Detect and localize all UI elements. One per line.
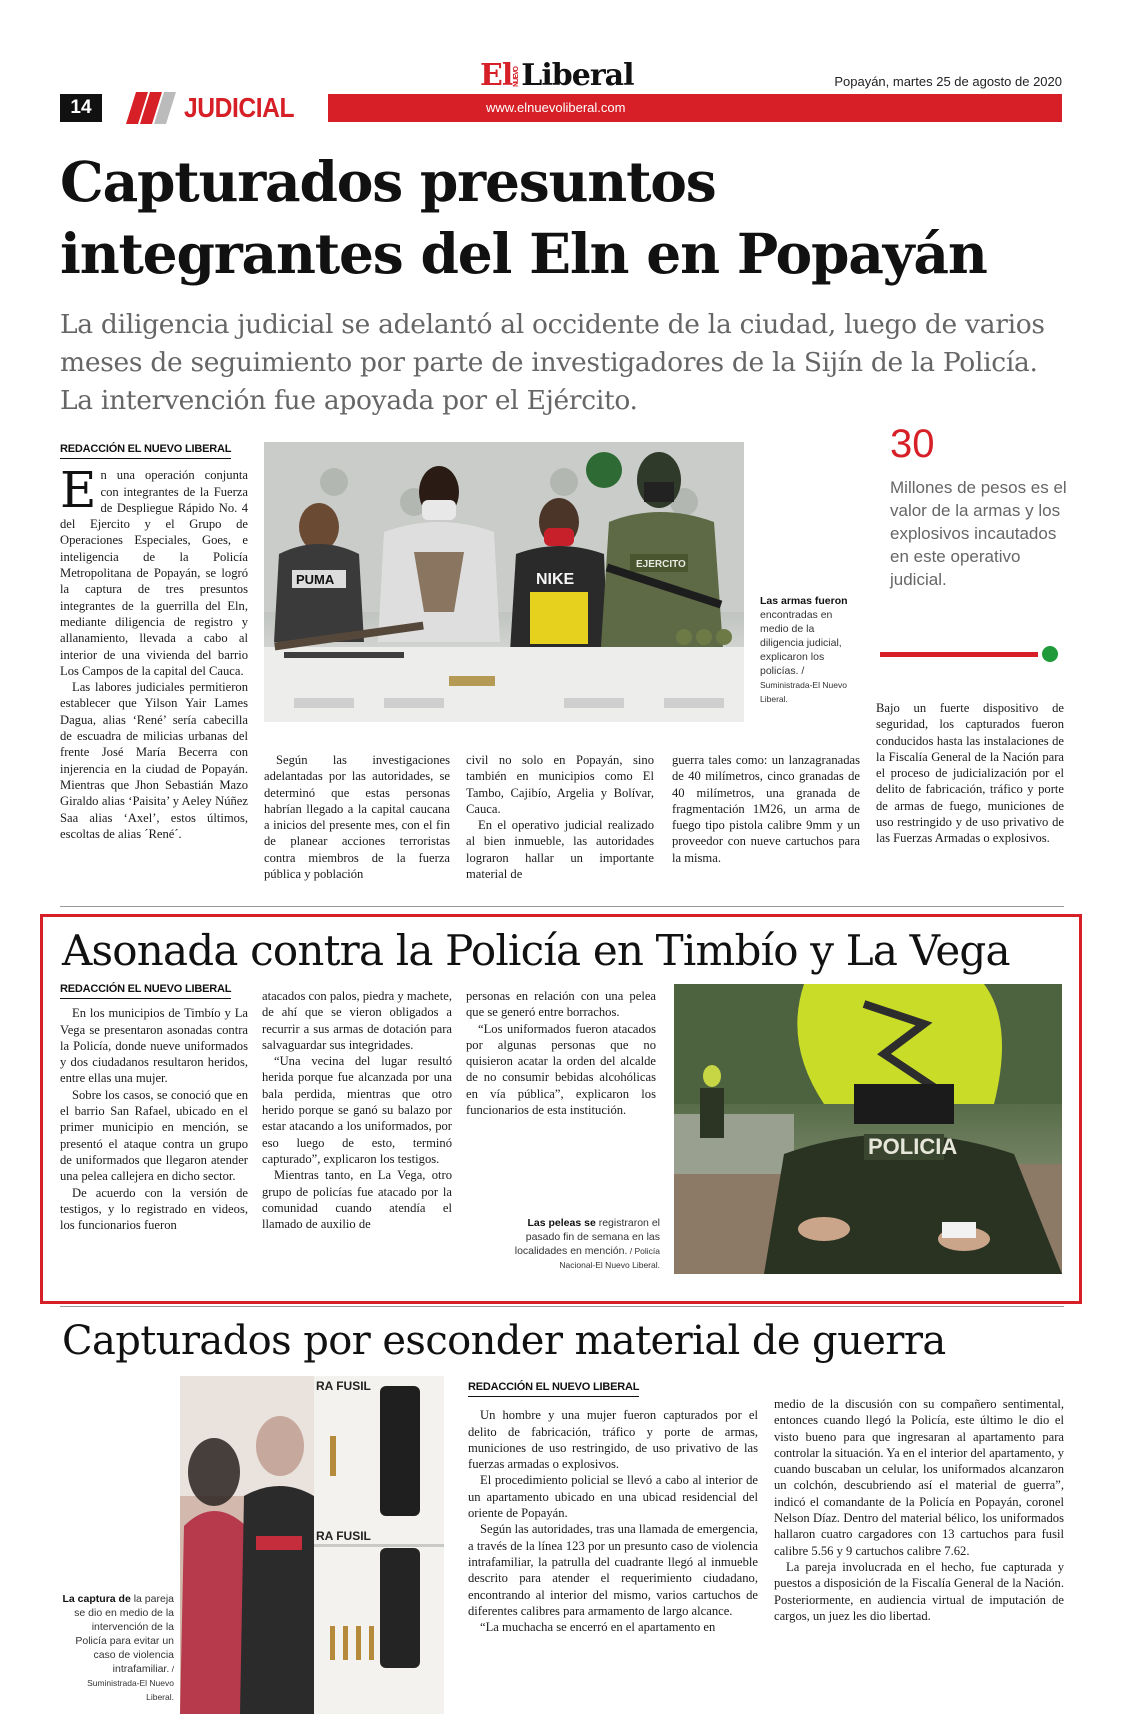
story3-paragraph-2: El procedimiento policial se llevó a cabo al interior de un apartamento ubicado en una ubicad residencial del oriente de Popayán. — [468, 1473, 758, 1521]
story1-paragraph-3: Según las investigaciones adelantadas por las autoridades, se determinó que estas personas habrían llegado a la capital caucana a inicios del presente mes, con el fin de planear acciones terroristas contra miembros de la fuerza pública y población — [264, 753, 450, 882]
divider-rule-2 — [60, 1306, 1064, 1307]
page-header — [60, 56, 1062, 123]
story2-headline: Asonada contra la Policía en Timbío y La Vega — [62, 926, 1010, 975]
story1-paragraph-4b: En el operativo judicial realizado al bien inmueble, las autoridades lograron hallar un importante material de — [466, 818, 654, 882]
story1-column-5 — [876, 700, 1064, 847]
story3-photo — [180, 1376, 444, 1714]
story2-column-1 — [60, 980, 248, 1233]
stat-description: Millones de pesos es el valor de la armas y los explosivos incautados en este operativo judicial. — [890, 478, 1067, 589]
story1-dropcap: E — [60, 461, 97, 520]
story3-byline: REDACCIÓN EL NUEVO LIBERAL — [468, 1379, 639, 1397]
story3-paragraph-6: La pareja involucrada en el hecho, fue capturada y puestos a disposición de la Fiscalía General de la Nación. Posteriormente, en audiencia virtual de imputación de cargos, un juez les dio libertad. — [774, 1559, 1064, 1623]
story1-caption — [760, 594, 860, 706]
story1-paragraph-2: Las labores judiciales permitieron establecer que Yilson Yair Lames Dagua, alias ‘René’ sería cabecilla de escuadra de milicias urbanas del frente José María Becerra con injerencia en la ciudad de Popayán. Mientras que Jhon Sebastián Mazo Giraldo alias ‘Paisita’ y Aeley Núñez Saa alias ‘Axel’, estos últimos, escoltas de alias ´René´. — [60, 680, 248, 841]
divider-rule — [60, 906, 1064, 907]
story3-column-1 — [468, 1378, 758, 1635]
stat-red-bar — [880, 652, 1038, 657]
story1-column-1 — [60, 440, 248, 842]
website-url: www.elnuevoliberal.com — [486, 100, 626, 115]
stat-number: 30 — [890, 422, 935, 466]
story1-paragraph-5: guerra tales como: un lanzagranadas de 40 milímetros, cinco granadas de 40 milímetros, una granada de fragmentación 1M26, un arma de fuego tipo pistola calibre 9mm y un proveedor con nueve cartuchos para la misma. — [672, 753, 860, 865]
story3-paragraph-1: Un hombre y una mujer fueron capturados por el delito de fabricación, tráfico y porte de armas, municiones de uso restringido, de uso privativo de las fuerzas armadas o explosivos. — [468, 1408, 758, 1472]
header-red-bar — [328, 94, 1062, 122]
story2-paragraph-6: Mientras tanto, en La Vega, otro grupo de policías fue atacado por la comunidad cuando atendía el llamado de auxilio de — [262, 1168, 452, 1232]
story2-paragraph-4: atacados con palos, piedra y machete, de ahí que se vieron obligados a recurrir a sus armas de dotación para salvaguardar sus integridades. — [262, 989, 452, 1052]
story2-paragraph-7: personas en relación con una pelea que se generó entre borrachos. — [466, 989, 656, 1020]
caption-credit: Suministrada-El Nuevo Liberal. — [760, 680, 847, 704]
story2-paragraph-2: Sobre los casos, se conoció que en el barrio San Rafael, ubicado en el primer municipio en mención, se presentó el ataque contra un grupo de uniformados que llegaron atender una pelea callejera en dicho sector. — [60, 1087, 248, 1184]
story1-photo — [264, 442, 744, 722]
police-label: POLICIA — [868, 1134, 958, 1159]
story1-column-4 — [672, 752, 860, 866]
story2-byline: REDACCIÓN EL NUEVO LIBERAL — [60, 981, 231, 999]
story1-paragraph-6: Bajo un fuerte dispositivo de seguridad, los capturados fueron conducidos hasta las instalaciones de la Fiscalía General de la Nación para el proceso de judicialización por el delito de fabricación, tráfico y porte de armas de fuego, municiones de uso restringido y de uso privativo de las Fuerzas Armadas o explosivos. — [876, 701, 1064, 846]
story3-paragraph-3: Según las autoridades, tras una llamada de emergencia, a través de la línea 123 por un presunto caso de violencia intrafamiliar, la patrulla del cuadrante llegó al inmueble descrito para atender el requerimiento ciudadano, encontrando al interior del mismo, varios cartuchos de diferentes calibres para armamento de largo alcance. — [468, 1522, 758, 1618]
caption-credit: / Suministrada-El Nuevo Liberal. — [87, 1664, 174, 1702]
story2-column-3 — [466, 988, 656, 1118]
photo-text-1: PUMA — [296, 572, 335, 587]
story2-column-2 — [262, 988, 452, 1232]
story2-paragraph-5: “Una vecina del lugar resultó herida porque fue alcanzada por una bala perdida, mientras que otro herido porque se ganó su balazo por estar atacando a los uniformados, por eso luego de esto, terminó capturado”, explicaron los testigos. — [262, 1054, 452, 1166]
story1-paragraph-4a: civil no solo en Popayán, sino también en municipios como El Tambo, Cajibío, Argelia y Bolívar, Cauca. — [466, 753, 654, 816]
police-officer-photo-illustration — [674, 984, 1062, 1274]
caption-text: encontradas en medio de la diligencia judicial, explicaron los policías. / — [760, 609, 842, 677]
photo-text-3: EJERCITO — [636, 559, 686, 570]
ammo-label-2: RA FUSIL — [316, 1529, 371, 1543]
story3-column-2 — [774, 1396, 1064, 1624]
caption-text: la pareja se dio en medio de la intervención de la Policía para evitar un caso de violencia intrafamiliar. — [74, 1593, 174, 1675]
story1-deck: La diligencia judicial se adelantó al occidente de la ciudad, luego de varios meses de seguimiento por parte de investigadores de la Sijín de la Policía. La intervención fue apoyada por el Ejército. — [60, 309, 1045, 416]
dateline: Popayán, martes 25 de agosto de 2020 — [834, 74, 1062, 89]
story2-paragraph-1: En los municipios de Timbío y La Vega se presentaron asonadas contra la Policía, donde nueve uniformados y dos ciudadanos resultaron heridos, entre ellas una mujer. — [60, 1006, 248, 1086]
detainees-photo-illustration — [264, 442, 744, 722]
story1-paragraph-1: n una operación conjunta con integrantes de la Fuerza de Despliegue Rápido No. 4 del Ejercito y el Grupo de Operaciones Especiales, Goes, e inteligencia de la Policía Metropolitana de Popayán, se logró la captura de tres presuntos integrantes de la guerrilla del Eln, mediante diligencia de registro y allanamiento, llevada a cabo al interior de una vivienda del barrio Los Campos de la capital del Cauca. — [60, 468, 248, 678]
section-title: JUDICIAL — [184, 92, 295, 123]
story3-caption — [60, 1592, 174, 1704]
story1-column-2 — [264, 752, 450, 882]
story2-photo — [674, 984, 1062, 1274]
photo-text-2: NIKE — [536, 571, 575, 588]
caption-lead: La captura de — [62, 1593, 131, 1605]
story1-column-3 — [466, 752, 654, 882]
caption-lead: Las armas fueron — [760, 595, 848, 607]
newspaper-logo: ElNUEVOLiberal — [480, 58, 634, 93]
stat-box — [890, 424, 935, 464]
story1-headline: Capturados presuntos integrantes del Eln en Popayán — [60, 149, 987, 286]
story2-caption — [510, 1216, 660, 1272]
story2-paragraph-3: De acuerdo con la versión de testigos, y lo registrado en videos, los funcionarios fueron — [60, 1185, 248, 1233]
story3-paragraph-4: “La muchacha se encerró en el apartamento en — [480, 1620, 716, 1635]
ammo-label-1: RA FUSIL — [316, 1379, 371, 1393]
story1-byline: REDACCIÓN EL NUEVO LIBERAL — [60, 441, 231, 459]
caption-lead: Las peleas se — [527, 1217, 596, 1229]
caption-credit: / Policía Nacional-El Nuevo Liberal. — [559, 1246, 660, 1270]
caption-text: registraron el pasado fin de semana en las localidades en mención. — [514, 1217, 660, 1257]
story3-headline: Capturados por esconder material de guerra — [62, 1318, 946, 1364]
seized-ammo-photo-illustration — [180, 1376, 444, 1714]
green-dot-icon — [1042, 646, 1058, 662]
story2-paragraph-8: “Los uniformados fueron atacados por algunas personas que no quisieron acatar la orden del alcalde de no consumir bebidas alcohólicas en vía pública”, explicaron los funcionarios de esta institución. — [466, 1021, 656, 1118]
story3-paragraph-5: medio de la discusión con su compañero sentimental, entonces cuando llegó la Policía, este último le dio el visto bueno para que ingresaran al apartamento para controlar la situación. Ya en el interior del apartamento, y cuando buscaban un celular, los uniformados alcanzaron un colchón, descubriendo así el material de guerra”, indicó el comandante de la Policía en Popayán, coronel Nelson Díaz. Dentro del material bélico, los uniformados hallaron cuatro cargadores con 13 cartuchos para fusil calibre 5.56 y 9 cartuchos calibre 7.62. — [774, 1397, 1064, 1558]
page-number: 14 — [60, 94, 102, 122]
